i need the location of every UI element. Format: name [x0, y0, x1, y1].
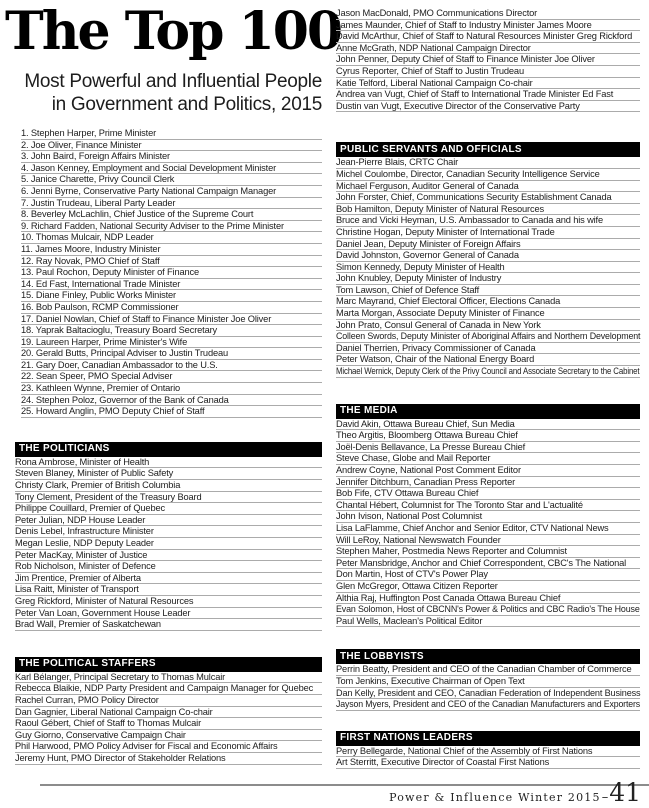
list-item-text: 3. John Baird, Foreign Affairs Minister — [21, 151, 170, 162]
page-subtitle — [5, 70, 322, 116]
subtitle-line-1: Most Powerful and Influential People — [24, 71, 322, 92]
list-item-text: David Johnston, Governor General of Canada — [336, 250, 519, 261]
list-item — [21, 360, 322, 372]
list-item — [336, 616, 640, 628]
list-item — [21, 174, 322, 186]
list-item-text: Michael Wernick, Deputy Clerk of the Privy Council and Associate Secretary to the Cabinet — [336, 366, 640, 377]
list-item — [336, 192, 640, 204]
list-item — [336, 239, 640, 251]
section-media — [336, 404, 640, 628]
list-item-text: Karl Bélanger, Principal Secretary to Thomas Mulcair — [15, 671, 226, 682]
list-item — [15, 596, 322, 608]
list-item-text: Megan Leslie, NDP Deputy Leader — [15, 538, 154, 548]
section-public-servants — [336, 142, 640, 377]
list-item-text: Michael Ferguson, Auditor General of Canada — [336, 180, 519, 191]
list-item-text: John Knubley, Deputy Minister of Industry — [336, 273, 502, 284]
list-item — [21, 290, 322, 302]
political-staffers-list — [15, 672, 322, 765]
section-header-public-servants: PUBLIC SERVANTS AND OFFICIALS — [336, 142, 640, 157]
list-item — [21, 209, 322, 221]
list-item-text: 23. Kathleen Wynne, Premier of Ontario — [21, 383, 181, 394]
list-item — [336, 343, 640, 355]
list-item — [15, 468, 322, 480]
section-header-political-staffers: THE POLITICAL STAFFERS — [15, 657, 322, 672]
list-item — [21, 198, 322, 210]
list-item-text: Greg Rickford, Minister of Natural Resources — [15, 595, 194, 606]
list-item — [336, 8, 640, 20]
list-item-text: Chantal Hébert, Columnist for The Toronto Star and L'actualité — [336, 499, 583, 510]
politicians-list — [15, 457, 322, 631]
list-item-text: Perrin Beatty, President and CEO of the Canadian Chamber of Commerce — [336, 664, 632, 675]
list-item-text: Marta Morgan, Associate Deputy Minister of Finance — [336, 308, 545, 319]
list-item-text: Theo Argitis, Bloomberg Ottawa Bureau Chief — [336, 430, 518, 441]
list-item — [15, 683, 322, 695]
section-political-staffers — [15, 657, 322, 765]
list-item — [336, 78, 640, 90]
list-item — [336, 511, 640, 523]
list-item-text: 15. Diane Finley, Public Works Minister — [21, 290, 177, 301]
list-item-text: 22. Sean Speer, PMO Special Adviser — [21, 371, 173, 382]
list-item-text: 19. Laureen Harper, Prime Minister's Wife — [21, 336, 188, 347]
list-item — [15, 480, 322, 492]
list-item — [336, 215, 640, 227]
list-item-text: Jean-Pierre Blais, CRTC Chair — [336, 157, 459, 168]
list-item — [336, 477, 640, 489]
list-item — [336, 757, 640, 769]
list-item — [336, 366, 640, 378]
list-item-text: Daniel Jean, Deputy Minister of Foreign Affairs — [336, 238, 521, 249]
section-header-media: THE MEDIA — [336, 404, 640, 419]
list-item-text: 5. Janice Charette, Privy Council Clerk — [21, 174, 175, 185]
list-item-text: Katie Telford, Liberal National Campaign Co-chair — [336, 77, 533, 88]
list-item-text: Christine Hogan, Deputy Minister of International Trade — [336, 226, 555, 237]
list-item — [21, 128, 322, 140]
list-item — [336, 285, 640, 297]
list-item — [336, 500, 640, 512]
list-item-text: Peter Van Loan, Government House Leader — [15, 607, 191, 618]
list-item — [15, 672, 322, 684]
list-item — [336, 546, 640, 558]
list-item-text: 16. Bob Paulson, RCMP Commissioner — [21, 301, 179, 312]
list-item-text: Phil Harwood, PMO Policy Adviser for Fiscal and Economic Affairs — [15, 741, 278, 752]
list-item — [15, 550, 322, 562]
list-item-text: Jason MacDonald, PMO Communications Director — [336, 8, 538, 18]
list-item — [336, 89, 640, 101]
list-item — [21, 232, 322, 244]
list-item — [15, 707, 322, 719]
list-item-text: John Forster, Chief, Communications Security Establishment Canada — [336, 192, 612, 203]
list-item-text: Althia Raj, Huffington Post Canada Ottawa Bureau Chief — [336, 592, 561, 603]
top-25-list — [21, 128, 322, 418]
list-item — [336, 273, 640, 285]
list-item — [336, 442, 640, 454]
list-item — [15, 538, 322, 550]
list-item-text: 4. Jason Kenney, Employment and Social Development Minister — [21, 162, 277, 173]
list-item-text: Don Martin, Host of CTV's Power Play — [336, 569, 488, 580]
list-item-text: Dustin van Vugt, Executive Director of the Conservative Party — [336, 100, 580, 111]
list-item-text: 1. Stephen Harper, Prime Minister — [21, 128, 157, 138]
list-item — [336, 308, 640, 320]
list-item-text: Brad Wall, Premier of Saskatchewan — [15, 619, 161, 630]
section-politicians — [15, 442, 322, 631]
list-item — [336, 465, 640, 477]
list-item-text: Jim Prentice, Premier of Alberta — [15, 572, 141, 583]
list-item — [336, 157, 640, 169]
list-item — [336, 101, 640, 113]
right-column — [336, 6, 640, 769]
list-item-text: Bruce and Vicki Heyman, U.S. Ambassador to Canada and his wife — [336, 215, 603, 226]
list-item — [336, 676, 640, 688]
list-item — [336, 664, 640, 676]
list-item — [336, 593, 640, 605]
list-item-text: Art Sterritt, Executive Director of Coastal First Nations — [336, 757, 550, 768]
list-item — [336, 558, 640, 570]
list-item — [336, 688, 640, 700]
list-item-text: Lisa Raitt, Minister of Transport — [15, 584, 139, 595]
list-item-text: Jennifer Ditchburn, Canadian Press Reporter — [336, 476, 516, 487]
list-item-text: Perry Bellegarde, National Chief of the Assembly of First Nations — [336, 745, 593, 756]
list-item-text: Glen McGregor, Ottawa Citizen Reporter — [336, 580, 498, 591]
list-item-text: Rona Ambrose, Minister of Health — [15, 456, 150, 467]
list-item — [336, 523, 640, 535]
list-item-text: 20. Gerald Butts, Principal Adviser to Justin Trudeau — [21, 348, 229, 359]
list-item — [21, 186, 322, 198]
list-item-text: James Maunder, Chief of Staff to Industry Minister James Moore — [336, 19, 592, 30]
list-item — [336, 66, 640, 78]
list-item-text: Peter Mansbridge, Anchor and Chief Correspondent, CBC's The National — [336, 557, 627, 568]
list-item — [15, 457, 322, 469]
list-item-text: David McArthur, Chief of Staff to Natural Resources Minister Greg Rickford — [336, 31, 633, 42]
list-item — [336, 20, 640, 32]
list-item — [15, 741, 322, 753]
masthead — [5, 1, 342, 116]
list-item — [336, 250, 640, 262]
list-item — [336, 419, 640, 431]
list-item — [21, 348, 322, 360]
list-item-text: Tom Jenkins, Executive Chairman of Open Text — [336, 675, 525, 686]
folio-dash: – — [601, 790, 609, 805]
list-item — [336, 296, 640, 308]
list-item-text: Evan Solomon, Host of CBCNN's Power & Politics and CBC Radio's The House — [336, 604, 640, 615]
list-item-text: Steve Chase, Globe and Mail Reporter — [336, 453, 491, 464]
subtitle-line-2: in Government and Politics, 2015 — [51, 94, 322, 115]
list-item-text: 14. Ed Fast, International Trade Minister — [21, 278, 181, 289]
list-item-text: 12. Ray Novak, PMO Chief of Staff — [21, 255, 160, 266]
lobbyists-list — [336, 664, 640, 710]
list-item — [336, 569, 640, 581]
list-item — [336, 604, 640, 616]
list-item-text: Bob Fife, CTV Ottawa Bureau Chief — [336, 488, 479, 499]
list-item-text: Steven Blaney, Minister of Public Safety — [15, 468, 174, 479]
list-item — [21, 383, 322, 395]
list-item — [15, 503, 322, 515]
first-nations-list — [336, 746, 640, 769]
page-title: The Top 100 — [5, 1, 342, 62]
list-item-text: Tony Clement, President of the Treasury Board — [15, 491, 202, 502]
list-item — [336, 43, 640, 55]
list-item-text: 9. Richard Fadden, National Security Adviser to the Prime Minister — [21, 220, 284, 231]
list-item — [15, 584, 322, 596]
list-item-text: 25. Howard Anglin, PMO Deputy Chief of Staff — [21, 406, 205, 417]
list-item — [15, 695, 322, 707]
list-item — [336, 746, 640, 758]
list-item-text: 8. Beverley McLachlin, Chief Justice of the Supreme Court — [21, 209, 254, 220]
list-item-text: Andrew Coyne, National Post Comment Editor — [336, 465, 521, 475]
list-item — [336, 354, 640, 366]
list-item — [21, 314, 322, 326]
list-item — [21, 371, 322, 383]
list-item-text: Dan Kelly, President and CEO, Canadian Federation of Independent Business — [336, 687, 641, 698]
list-item-text: David Akin, Ottawa Bureau Chief, Sun Media — [336, 418, 515, 429]
list-item-text: Rob Nicholson, Minister of Defence — [15, 561, 156, 572]
list-item — [336, 320, 640, 332]
list-item-text: Tom Lawson, Chief of Defence Staff — [336, 284, 480, 295]
list-item-text: Lisa LaFlamme, Chief Anchor and Senior Editor, CTV National News — [336, 522, 609, 533]
list-item — [21, 267, 322, 279]
list-item — [15, 573, 322, 585]
list-item-text: 21. Gary Doer, Canadian Ambassador to the U.S. — [21, 359, 218, 370]
section-header-politicians: THE POLITICIANS — [15, 442, 322, 457]
list-item — [336, 181, 640, 193]
list-item-text: Christy Clark, Premier of British Columbia — [15, 480, 181, 491]
list-item-text: Jayson Myers, President and CEO of the Canadian Manufacturers and Exporters — [336, 699, 641, 710]
list-item-text: Andrea van Vugt, Chief of Staff to International Trade Minister Ed Fast — [336, 89, 614, 100]
list-item-text: Colleen Swords, Deputy Minister of Aboriginal Affairs and Northern Development — [336, 331, 641, 342]
list-item-text: John Penner, Deputy Chief of Staff to Finance Minister Joe Oliver — [336, 54, 595, 65]
list-item — [21, 395, 322, 407]
list-item-text: Peter Watson, Chair of the National Energy Board — [336, 354, 535, 365]
list-item — [21, 221, 322, 233]
footer-folio — [389, 778, 641, 807]
list-item-text: Rachel Curran, PMO Policy Director — [15, 694, 159, 705]
list-item — [336, 331, 640, 343]
list-item — [15, 619, 322, 631]
list-item — [21, 244, 322, 256]
list-item-text: Daniel Therrien, Privacy Commissioner of Canada — [336, 342, 536, 353]
political-staffers-continued-list — [336, 8, 640, 112]
list-item — [15, 730, 322, 742]
media-list — [336, 419, 640, 628]
list-item — [336, 535, 640, 547]
list-item-text: Marc Mayrand, Chief Electoral Officer, Elections Canada — [336, 296, 561, 307]
list-item-text: Raoul Gébert, Chief of Staff to Thomas Mulcair — [15, 718, 202, 729]
list-item — [336, 699, 640, 711]
list-item — [15, 492, 322, 504]
list-item-text: Cyrus Reporter, Chief of Staff to Justin Trudeau — [336, 65, 524, 76]
list-item-text: Stephen Maher, Postmedia News Reporter and Columnist — [336, 546, 567, 557]
list-item — [21, 325, 322, 337]
list-item-text: Jeremy Hunt, PMO Director of Stakeholder Relations — [15, 752, 226, 763]
page-footer — [0, 777, 649, 807]
list-item — [21, 279, 322, 291]
list-item — [21, 163, 322, 175]
list-item — [336, 453, 640, 465]
list-item-text: Will LeRoy, National Newswatch Founder — [336, 534, 501, 545]
list-item-text: 11. James Moore, Industry Minister — [21, 243, 161, 254]
list-item — [336, 488, 640, 500]
list-item — [21, 140, 322, 152]
list-item — [15, 753, 322, 765]
list-item-text: 18. Yaprak Baltacioglu, Treasury Board Secretary — [21, 325, 218, 336]
left-column — [5, 1, 342, 769]
list-item-text: Joël-Denis Bellavance, La Presse Bureau Chief — [336, 441, 526, 452]
list-item-text: Michel Coulombe, Director, Canadian Security Intelligence Service — [336, 168, 600, 179]
list-item — [21, 406, 322, 418]
list-item — [15, 526, 322, 538]
list-item-text: John Ivison, National Post Columnist — [336, 511, 483, 522]
list-item — [336, 262, 640, 274]
list-item-text: 24. Stephen Poloz, Governor of the Bank of Canada — [21, 394, 229, 405]
list-item-text: 13. Paul Rochon, Deputy Minister of Finance — [21, 267, 200, 278]
section-header-lobbyists: THE LOBBYISTS — [336, 649, 640, 664]
list-item-text: Simon Kennedy, Deputy Minister of Health — [336, 261, 505, 272]
list-item — [21, 256, 322, 268]
list-item — [336, 31, 640, 43]
list-item — [336, 54, 640, 66]
list-item — [336, 581, 640, 593]
section-header-first-nations: FIRST NATIONS LEADERS — [336, 731, 640, 746]
list-item-text: Guy Giorno, Conservative Campaign Chair — [15, 729, 186, 740]
list-item — [21, 151, 322, 163]
list-item-text: 6. Jenni Byrne, Conservative Party National Campaign Manager — [21, 185, 277, 196]
issue-label: Power & Influence Winter 2015 — [389, 791, 601, 804]
list-item — [21, 337, 322, 349]
list-item-text: Dan Gagnier, Liberal National Campaign Co-chair — [15, 706, 213, 717]
page-number: 41 — [609, 778, 641, 807]
list-item — [15, 608, 322, 620]
section-lobbyists — [336, 649, 640, 710]
list-item-text: Peter Julian, NDP House Leader — [15, 514, 146, 525]
list-item-text: Bob Hamilton, Deputy Minister of Natural Resources — [336, 203, 544, 214]
list-item-text: John Prato, Consul General of Canada in New York — [336, 319, 541, 330]
list-item-text: Anne McGrath, NDP National Campaign Director — [336, 42, 531, 53]
list-item — [15, 561, 322, 573]
list-item — [336, 430, 640, 442]
list-item-text: Peter MacKay, Minister of Justice — [15, 549, 148, 560]
public-servants-list — [336, 157, 640, 377]
list-item-text: Philippe Couillard, Premier of Quebec — [15, 503, 165, 514]
list-item-text: 17. Daniel Nowlan, Chief of Staff to Finance Minister Joe Oliver — [21, 313, 272, 324]
list-item-text: Rebecca Blaikie, NDP Party President and Campaign Manager for Quebec — [15, 683, 314, 694]
list-item — [336, 204, 640, 216]
list-item — [336, 169, 640, 181]
list-item — [15, 718, 322, 730]
list-item-text: 7. Justin Trudeau, Liberal Party Leader — [21, 197, 176, 208]
list-item-text: Denis Lebel, Infrastructure Minister — [15, 526, 154, 537]
list-item — [15, 515, 322, 527]
list-item — [336, 227, 640, 239]
section-first-nations — [336, 731, 640, 769]
list-item — [21, 302, 322, 314]
list-item-text: 10. Thomas Mulcair, NDP Leader — [21, 232, 154, 243]
list-item-text: 2. Joe Oliver, Finance Minister — [21, 139, 142, 150]
list-item-text: Paul Wells, Maclean's Political Editor — [336, 615, 483, 626]
